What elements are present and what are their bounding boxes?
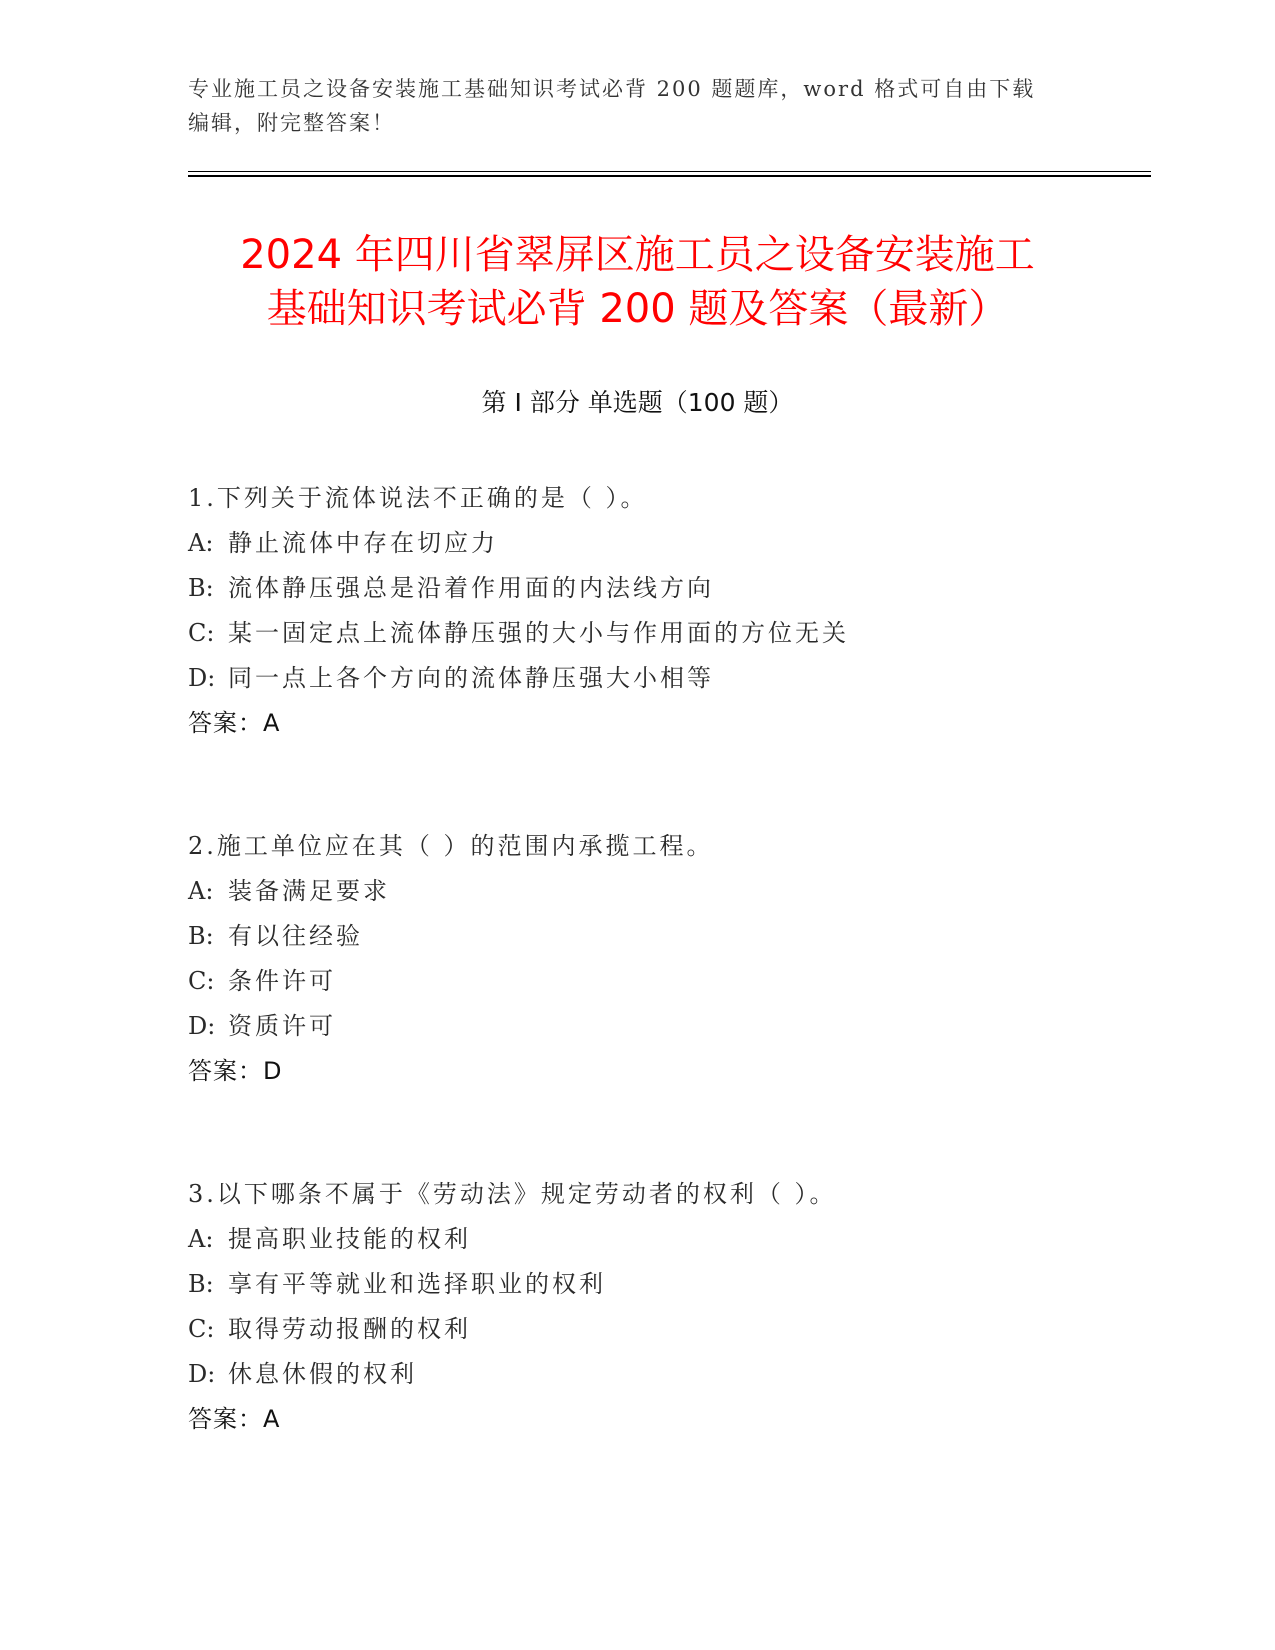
option-text: 同一点上各个方向的流体静压强大小相等 xyxy=(228,664,714,692)
answer-line: 答案：A xyxy=(188,1405,281,1433)
option-b xyxy=(188,566,1138,611)
option-text: 装备满足要求 xyxy=(228,877,390,905)
option-text: 某一固定点上流体静压强的大小与作用面的方位无关 xyxy=(228,619,849,647)
option-text: 取得劳动报酬的权利 xyxy=(228,1315,471,1343)
option-letter: D: xyxy=(188,664,216,692)
document-title-line-2: 基础知识考试必背 200 题及答案（最新） xyxy=(266,286,1009,332)
option-text: 休息休假的权利 xyxy=(228,1360,417,1388)
option-b xyxy=(188,1262,1138,1307)
question-list xyxy=(188,476,1138,1520)
option-letter: B: xyxy=(188,922,214,950)
header-divider-thin xyxy=(188,171,1151,172)
option-text: 静止流体中存在切应力 xyxy=(228,529,498,557)
option-a xyxy=(188,521,1138,566)
option-c xyxy=(188,611,1138,656)
question-1 xyxy=(188,476,1138,746)
option-letter: A: xyxy=(188,1225,214,1253)
option-a xyxy=(188,869,1138,914)
header-note xyxy=(188,72,1088,140)
question-2 xyxy=(188,824,1138,1094)
option-letter: A: xyxy=(188,877,214,905)
question-stem: 3.以下哪条不属于《劳动法》规定劳动者的权利（ ）。 xyxy=(188,1180,837,1208)
option-text: 享有平等就业和选择职业的权利 xyxy=(228,1270,606,1298)
option-letter: D: xyxy=(188,1360,216,1388)
question-3 xyxy=(188,1172,1138,1442)
option-d xyxy=(188,656,1138,701)
option-text: 条件许可 xyxy=(228,967,336,995)
option-d xyxy=(188,1352,1138,1397)
header-note-line-1: 专业施工员之设备安装施工基础知识考试必背 200 题题库，word 格式可自由下载 xyxy=(188,77,1036,101)
header-note-line-2: 编辑，附完整答案！ xyxy=(188,111,395,135)
answer-line: 答案：A xyxy=(188,709,281,737)
option-letter: C: xyxy=(188,1315,215,1343)
question-stem: 2.施工单位应在其（ ）的范围内承揽工程。 xyxy=(188,832,714,860)
option-letter: B: xyxy=(188,1270,214,1298)
option-c xyxy=(188,959,1138,1004)
header-divider-thick xyxy=(188,175,1151,177)
option-d xyxy=(188,1004,1138,1049)
option-a xyxy=(188,1217,1138,1262)
option-letter: C: xyxy=(188,619,215,647)
option-letter: C: xyxy=(188,967,215,995)
option-c xyxy=(188,1307,1138,1352)
option-text: 资质许可 xyxy=(228,1012,336,1040)
question-stem: 1.下列关于流体说法不正确的是（ ）。 xyxy=(188,484,648,512)
document-title-line-1: 2024 年四川省翠屏区施工员之设备安装施工 xyxy=(240,232,1035,278)
option-letter: A: xyxy=(188,529,214,557)
option-b xyxy=(188,914,1138,959)
option-letter: B: xyxy=(188,574,214,602)
document-title xyxy=(140,228,1135,336)
option-text: 有以往经验 xyxy=(228,922,363,950)
section-title: 第 I 部分 单选题（100 题） xyxy=(481,388,794,417)
option-text: 流体静压强总是沿着作用面的内法线方向 xyxy=(228,574,714,602)
answer-line: 答案：D xyxy=(188,1057,283,1085)
option-text: 提高职业技能的权利 xyxy=(228,1225,471,1253)
option-letter: D: xyxy=(188,1012,216,1040)
